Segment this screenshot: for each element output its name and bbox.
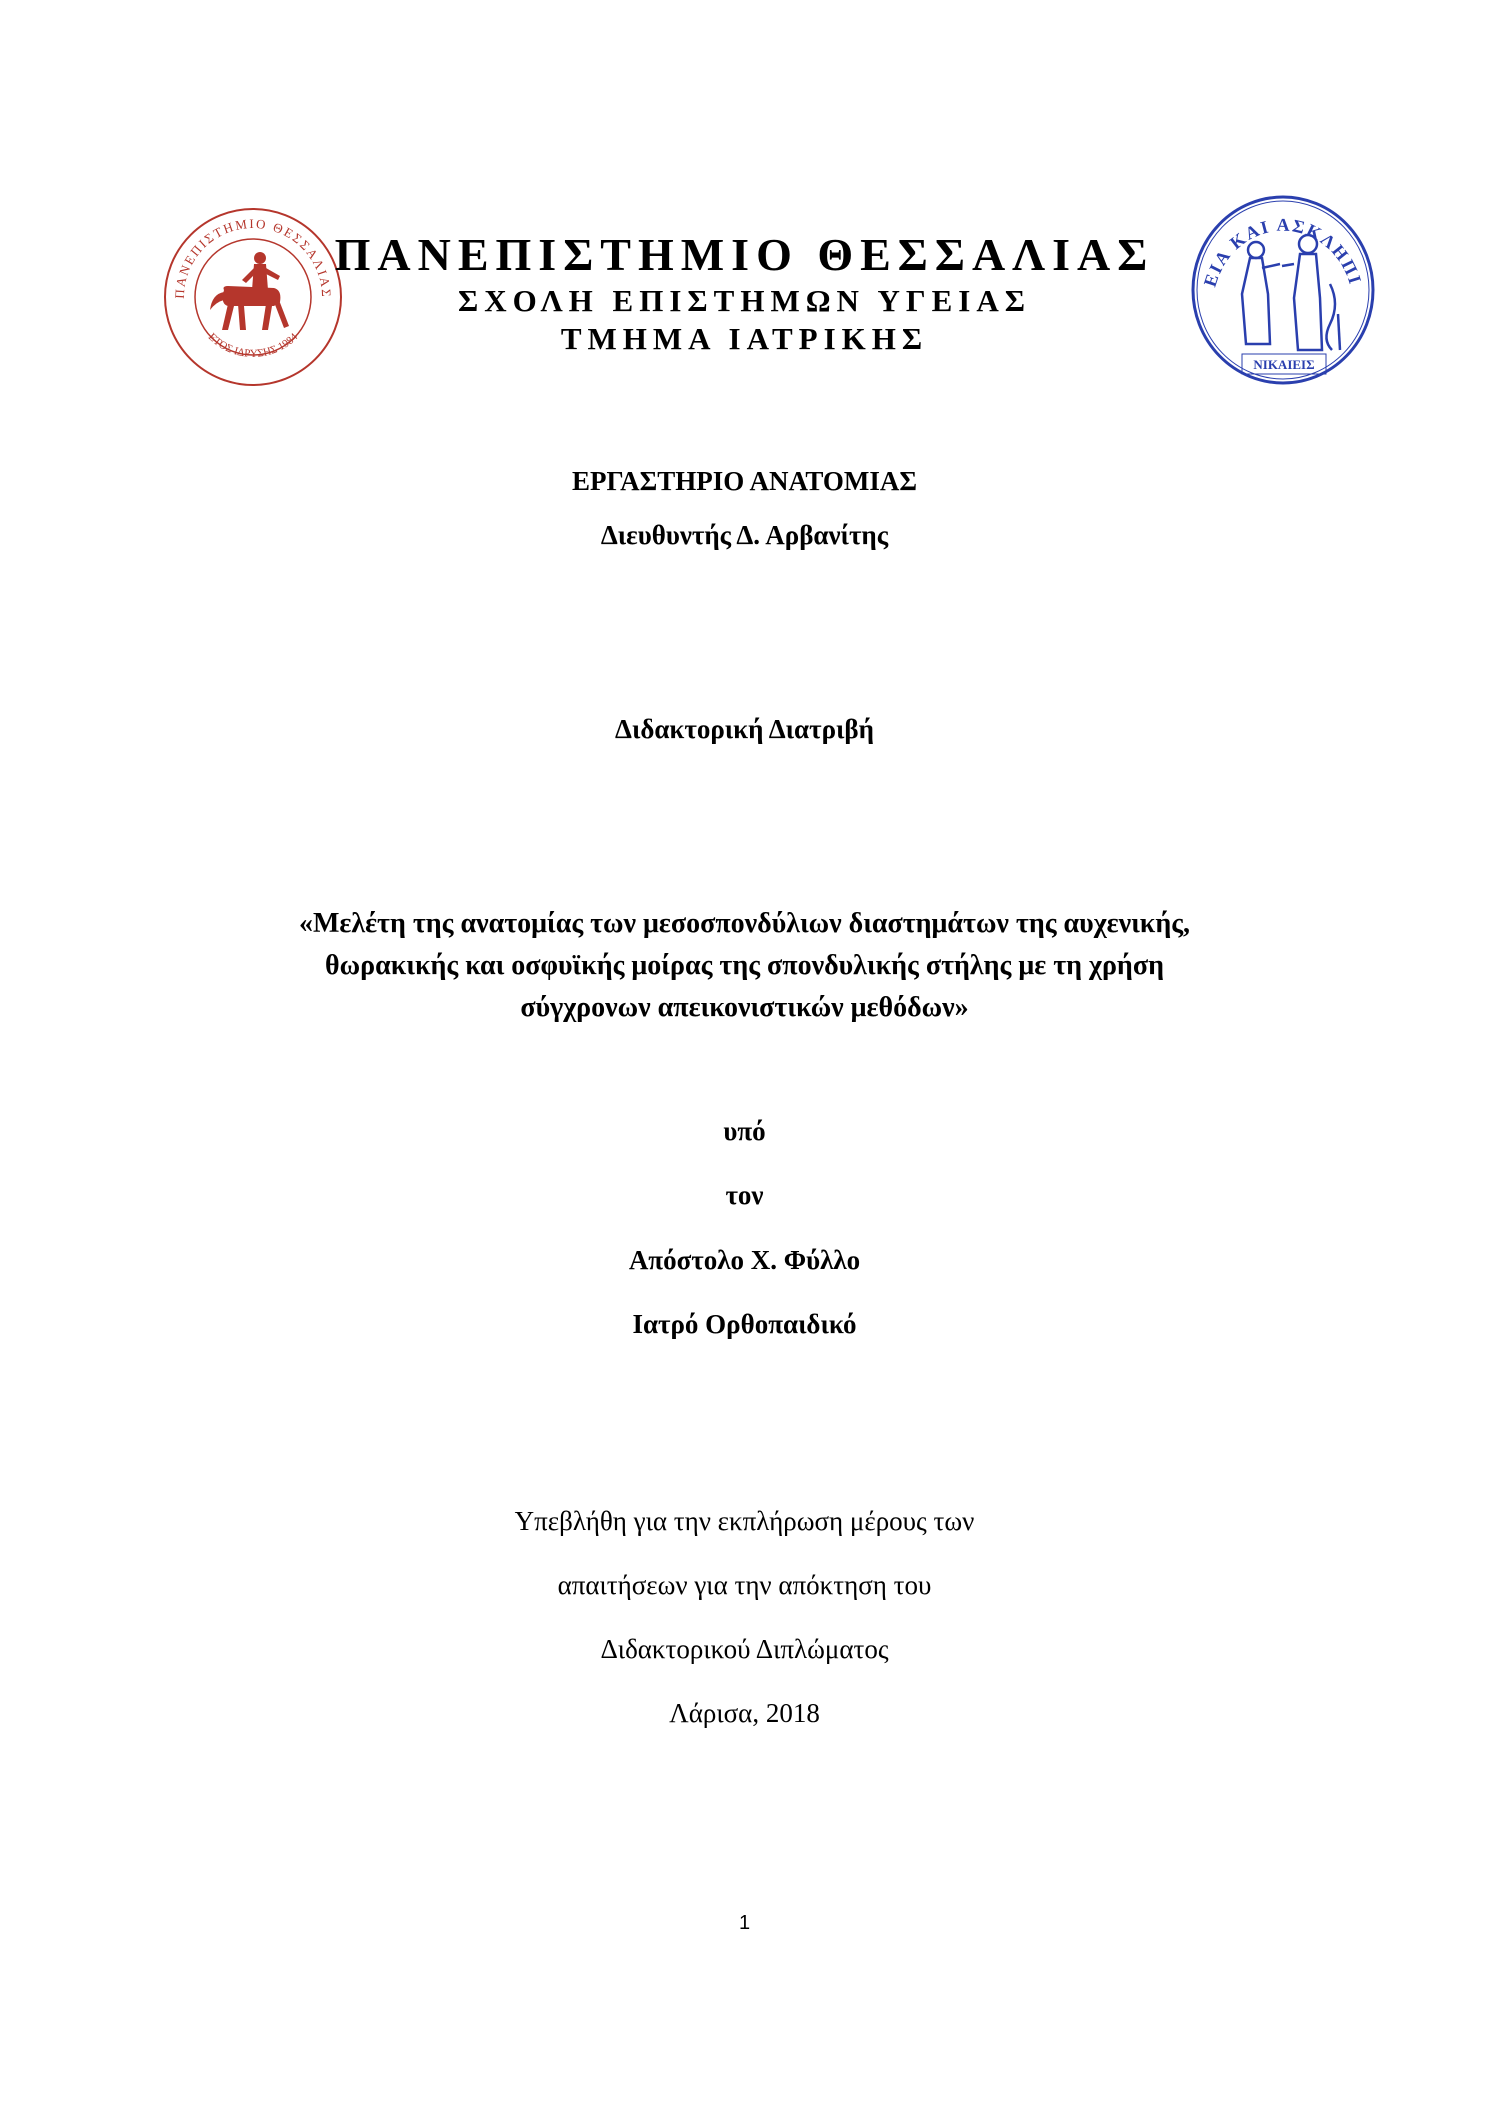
submission-line-3: Διδακτορικού Διπλώματος xyxy=(600,1634,889,1664)
author-by: υπό xyxy=(723,1116,766,1146)
svg-text:ΠΑΝΕΠΙΣΤΗΜΙΟ ΘΕΣΣΑΛΙΑΣ: ΠΑΝΕΠΙΣΤΗΜΙΟ ΘΕΣΣΑΛΙΑΣ xyxy=(171,215,335,300)
document-type: Διδακτορική Διατριβή xyxy=(615,714,874,744)
author-title: Ιατρό Ορθοπαιδικό xyxy=(632,1309,857,1339)
svg-text:ΥΓΕΙΑ ΚΑΙ ΑΣΚΛΗΠΙΟΣ: ΕΙΑ ΚΑΙ ΑΣΚΛΗΠΙ xyxy=(1199,214,1366,290)
department-name: ΤΜΗΜΑ ΙΑΤΡΙΚΗΣ xyxy=(560,321,929,356)
place-and-date: Λάρισα, 2018 xyxy=(669,1698,820,1728)
laboratory-director: Διευθυντής Δ. Αρβανίτης xyxy=(600,520,889,550)
thesis-title-line-2: θωρακικής και οσφυϊκής μοίρας της σπονδυλικής στήλης με τη χρήση xyxy=(325,950,1164,981)
svg-text:ΝΙΚΑΙΕΙΣ: ΝΙΚΑΙΕΙΣ xyxy=(1253,357,1315,372)
submission-line-2: απαιτήσεων για την απόκτηση του xyxy=(557,1570,932,1600)
thesis-title-line-3: σύγχρονων απεικονιστικών μεθόδων» xyxy=(520,992,969,1023)
page-number: 1 xyxy=(738,1912,751,1934)
submission-line-1: Υπεβλήθη για την εκπλήρωση μέρους των xyxy=(514,1506,975,1536)
thesis-title-line-1: «Μελέτη της ανατομίας των μεσοσπονδύλιων διαστημάτων της αυχενικής, xyxy=(298,908,1191,939)
author-name: Απόστολο Χ. Φύλλο xyxy=(628,1245,861,1275)
school-name: ΣΧΟΛΗ ΕΠΙΣΤΗΜΩΝ ΥΓΕΙΑΣ xyxy=(457,283,1032,318)
university-name: ΠΑΝΕΠΙΣΤΗΜΙΟ ΘΕΣΣΑΛΙΑΣ xyxy=(334,229,1155,280)
laboratory-name: ΕΡΓΑΣΤΗΡΙΟ ΑΝΑΤΟΜΙΑΣ xyxy=(571,466,918,496)
svg-text:ΕΤΟΣ ΙΔΡΥΣΗΣ 1984: ΕΤΟΣ ΙΔΡΥΣΗΣ 1984 xyxy=(205,331,301,360)
author-article: τον xyxy=(725,1180,764,1210)
